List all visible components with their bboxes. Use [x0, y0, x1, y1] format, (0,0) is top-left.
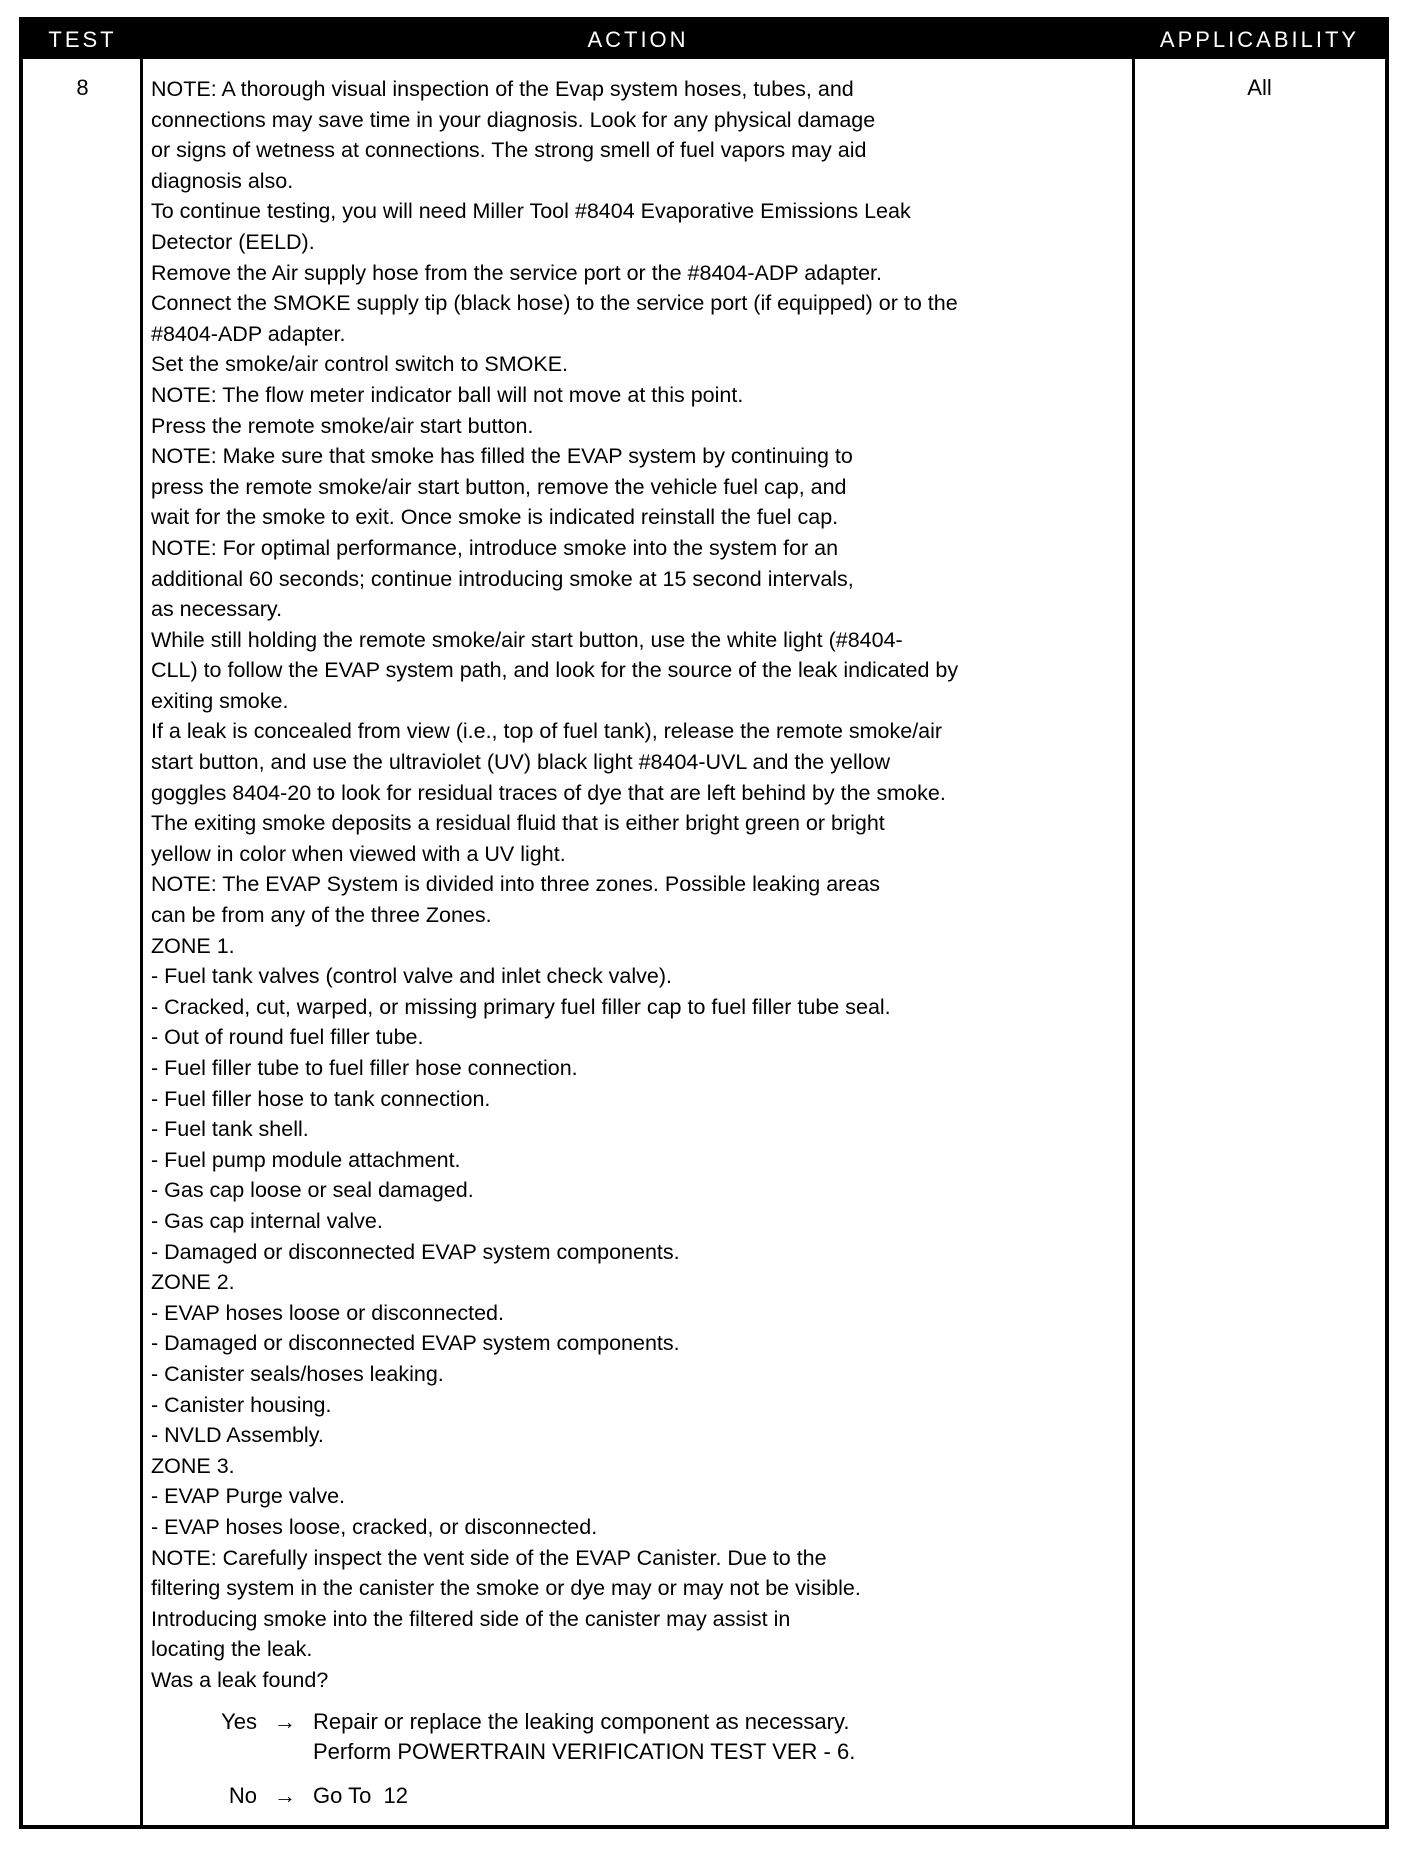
action-line: - Fuel tank valves (control valve and inlet check valve).: [151, 964, 673, 989]
column-divider: [140, 21, 143, 1825]
action-line: ZONE 2.: [151, 1270, 235, 1295]
action-line: - Damaged or disconnected EVAP system components.: [151, 1331, 680, 1356]
result-yes-text: [313, 1707, 1121, 1767]
result-no: [151, 1781, 1121, 1811]
column-divider: [1132, 21, 1135, 1825]
action-line: connections may save time in your diagnosis. Look for any physical damage: [151, 107, 876, 132]
action-line: - Gas cap internal valve.: [151, 1208, 383, 1233]
action-line: - Gas cap loose or seal damaged.: [151, 1178, 474, 1203]
action-line: - NVLD Assembly.: [151, 1423, 324, 1448]
action-line: - Canister housing.: [151, 1392, 332, 1417]
action-line: filtering system in the canister the smoke or dye may or may not be visible.: [151, 1576, 861, 1601]
action-line: Set the smoke/air control switch to SMOKE.: [151, 352, 569, 377]
action-line: - Out of round fuel filler tube.: [151, 1025, 424, 1050]
action-line: - Fuel filler tube to fuel filler hose connection.: [151, 1056, 578, 1080]
result-yes: [151, 1707, 1121, 1767]
action-line: CLL) to follow the EVAP system path, and look for the source of the leak indicated by: [151, 658, 959, 683]
action-line: press the remote smoke/air start button, remove the vehicle fuel cap, and: [151, 474, 847, 499]
arrow-right-icon: →: [274, 1709, 296, 1735]
column-header-applicability: APPLICABILITY: [1134, 21, 1385, 59]
action-line: wait for the smoke to exit. Once smoke is indicated reinstall the fuel cap.: [151, 505, 839, 530]
action-line: NOTE: The flow meter indicator ball will not move at this point.: [151, 382, 744, 407]
action-line: exiting smoke.: [151, 688, 289, 713]
action-line: Connect the SMOKE supply tip (black hose) to the service port (if equipped) or to the: [151, 291, 958, 316]
column-header-test: TEST: [23, 21, 142, 59]
result-yes-line: Perform POWERTRAIN VERIFICATION TEST VER - 6.: [313, 1739, 856, 1765]
action-line: additional 60 seconds; continue introducing smoke at 15 second intervals,: [151, 566, 854, 591]
action-line: or signs of wetness at connections. The strong smell of fuel vapors may aid: [151, 138, 867, 163]
action-line: The exiting smoke deposits a residual fluid that is either bright green or bright: [151, 811, 885, 836]
diagnostic-test-table: [19, 17, 1389, 1829]
action-line: #8404-ADP adapter.: [151, 321, 346, 346]
action-line: diagnosis also.: [151, 168, 294, 193]
arrow-right-icon: →: [274, 1783, 296, 1809]
action-line: NOTE: Make sure that smoke has filled the EVAP system by continuing to: [151, 444, 853, 469]
action-line: Detector (EELD).: [151, 229, 315, 254]
action-line: - Fuel tank shell.: [151, 1117, 309, 1142]
action-line: - Cracked, cut, warped, or missing primary fuel filler cap to fuel filler tube seal.: [151, 994, 891, 1019]
action-line: as necessary.: [151, 597, 283, 622]
action-line: If a leak is concealed from view (i.e., top of fuel tank), release the remote smoke/air: [151, 719, 943, 744]
action-line: - Fuel filler hose to tank connection.: [151, 1086, 491, 1111]
action-line: - EVAP hoses loose or disconnected.: [151, 1300, 504, 1325]
action-line: Press the remote smoke/air start button.: [151, 413, 534, 438]
action-line: goggles 8404-20 to look for residual traces of dye that are left behind by the smoke.: [151, 780, 946, 805]
action-line: ZONE 1.: [151, 933, 235, 958]
result-yes-label: Yes: [221, 1709, 257, 1735]
action-line: start button, and use the ultraviolet (UV) black light #8404-UVL and the yellow: [151, 750, 890, 775]
action-line: locating the leak.: [151, 1637, 313, 1662]
action-line: can be from any of the three Zones.: [151, 903, 492, 928]
action-line: Remove the Air supply hose from the service port or the #8404-ADP adapter.: [151, 260, 882, 285]
action-line: NOTE: Carefully inspect the vent side of the EVAP Canister. Due to the: [151, 1545, 827, 1570]
action-line: While still holding the remote smoke/air start button, use the white light (#8404-: [151, 627, 903, 652]
action-line: NOTE: The EVAP System is divided into three zones. Possible leaking areas: [151, 872, 880, 897]
action-line: - EVAP hoses loose, cracked, or disconnected.: [151, 1514, 598, 1539]
result-no-text: Go To 12: [313, 1783, 408, 1809]
result-yes-line: Repair or replace the leaking component as necessary.: [313, 1709, 850, 1735]
result-branches: [151, 1707, 1121, 1811]
action-line: Was a leak found?: [151, 1667, 329, 1692]
action-line: NOTE: A thorough visual inspection of the Evap system hoses, tubes, and: [151, 77, 854, 101]
test-number: 8: [76, 75, 89, 100]
action-text: [151, 74, 1121, 1695]
applicability-value: All: [1247, 75, 1272, 100]
action-line: - Canister seals/hoses leaking.: [151, 1361, 444, 1386]
action-line: To continue testing, you will need Miller Tool #8404 Evaporative Emissions Leak: [151, 199, 911, 224]
action-line: - Damaged or disconnected EVAP system components.: [151, 1239, 680, 1264]
action-line: Introducing smoke into the filtered side of the canister may assist in: [151, 1606, 791, 1631]
action-line: ZONE 3.: [151, 1453, 235, 1478]
action-line: NOTE: For optimal performance, introduce smoke into the system for an: [151, 535, 839, 560]
action-line: - EVAP Purge valve.: [151, 1484, 345, 1509]
action-cell: [151, 74, 1121, 1811]
action-line: yellow in color when viewed with a UV light.: [151, 841, 566, 866]
action-line: - Fuel pump module attachment.: [151, 1147, 461, 1172]
result-no-label: No: [228, 1783, 257, 1809]
column-header-action: ACTION: [142, 21, 1134, 59]
